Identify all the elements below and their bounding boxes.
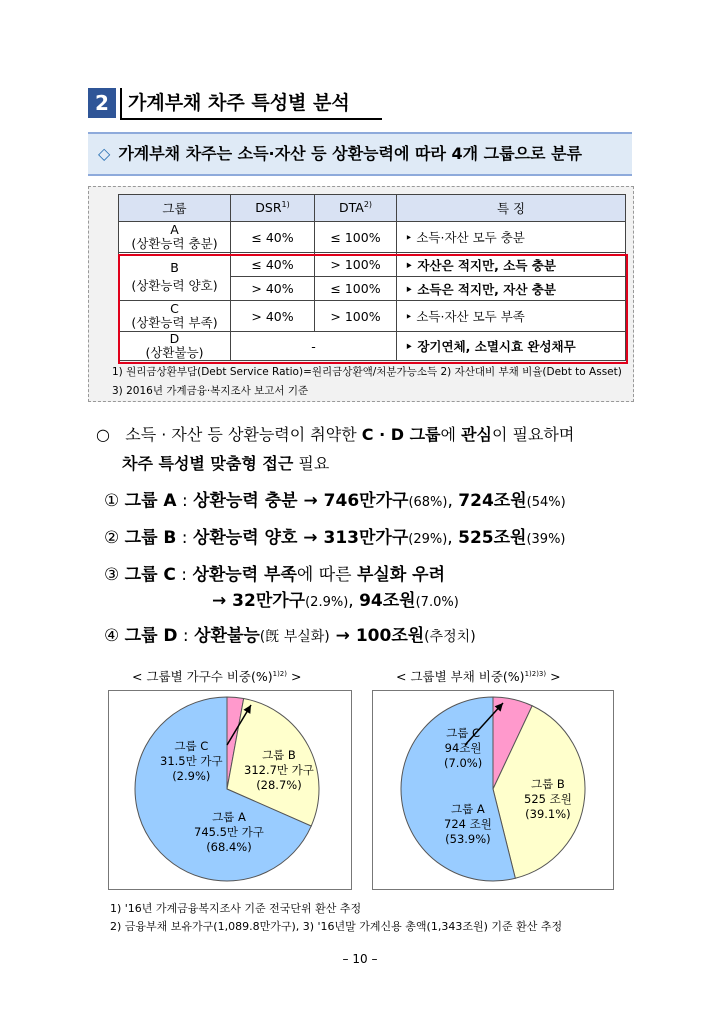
households-chart xyxy=(108,690,352,890)
text: 관심 xyxy=(461,425,492,444)
text: 이 필요하며 xyxy=(491,425,575,444)
page-number: – 10 – xyxy=(342,952,378,966)
section-title: 가계부채 차주 특성별 분석 xyxy=(128,92,350,114)
dta-cell: ≤ 100% xyxy=(315,222,397,253)
debt-label-c: 그룹 C 94조원 (7.0%) xyxy=(444,726,483,770)
dta-cell: > 100% xyxy=(315,253,397,277)
body-line-2 xyxy=(122,453,329,475)
households-chart-title: < 그룹별 가구수 비중(%)$^{1)2)}$ > xyxy=(132,669,302,684)
header-dta: DTA$^{2)}$ xyxy=(315,195,397,222)
feature-cell: ‣ 소득은 적지만, 자산 충분 xyxy=(397,277,626,301)
group-cell: A (상환능력 충분) xyxy=(119,222,231,253)
bottom-footnote-2: 2) 금융부채 보유가구(1,089.8만가구), 3) '16년말 가계신용 총액(1,343조원) 기준 환산 추정 xyxy=(110,920,563,933)
feature-cell: ‣ 자산은 적지만, 소득 충분 xyxy=(397,253,626,277)
households-label-c: 그룹 C 31.5만 가구 (2.9%) xyxy=(160,739,223,783)
debt-pie xyxy=(373,691,613,889)
table-footnote-1: 1) 원리금상환부담(Debt Service Ratio)=원리금상환액/처분가능소득 2) 자산대비 부채 비율(Debt to Asset) xyxy=(112,366,622,378)
header-feature: 특 징 xyxy=(397,195,626,222)
diamond-icon: ◇ xyxy=(98,144,111,163)
dta-cell: > 100% xyxy=(315,301,397,332)
text: 소득 · 자산 등 상환능력이 취약한 xyxy=(125,425,362,444)
dsr-cell: > 40% xyxy=(231,301,315,332)
dsr-cell: > 40% xyxy=(231,277,315,301)
dsr-cell: ≤ 40% xyxy=(231,222,315,253)
header-group: 그룹 xyxy=(119,195,231,222)
section-number: 2 xyxy=(88,88,116,118)
list-item: ② 그룹 B : 상환능력 양호 → 313만가구(29%), 525조원(39%) xyxy=(104,528,566,548)
group-cell: C (상환능력 부족) xyxy=(119,301,231,332)
text: 차주 특성별 맞춤형 접근 xyxy=(122,454,294,473)
dsr-cell: ≤ 40% xyxy=(231,253,315,277)
dta-cell: ≤ 100% xyxy=(315,277,397,301)
debt-chart xyxy=(372,690,614,890)
header-dsr: DSR$^{1)}$ xyxy=(231,195,315,222)
table-footnote-2: 3) 2016년 가계금융·복지조사 보고서 기준 xyxy=(112,385,309,397)
group-cell: B (상환능력 양호) xyxy=(119,253,231,301)
section-underline xyxy=(120,118,382,120)
households-label-b: 그룹 B 312.7만 가구 (28.7%) xyxy=(244,748,314,792)
section-divider xyxy=(120,88,122,118)
debt-label-b: 그룹 B 525 조원 (39.1%) xyxy=(524,777,572,821)
debt-chart-title: < 그룹별 부채 비중(%)$^{1)2)3)}$ > xyxy=(396,669,561,684)
table-row xyxy=(119,222,626,253)
text: C · D 그룹 xyxy=(361,425,441,444)
text: 에 xyxy=(440,425,462,444)
feature-cell: ‣ 장기연체, 소멸시효 완성채무 xyxy=(397,332,626,361)
feature-cell: ‣ 소득·자산 모두 충분 xyxy=(397,222,626,253)
text: 필요 xyxy=(293,454,330,473)
highlight-box xyxy=(118,254,628,364)
list-item: ③ 그룹 C : 상환능력 부족에 따른 부실화 우려 xyxy=(104,565,446,585)
dsr-dta-cell: - xyxy=(231,332,397,361)
group-cell: D (상환불능) xyxy=(119,332,231,361)
debt-label-a: 그룹 A 724 조원 (53.9%) xyxy=(444,802,492,846)
summary-bar xyxy=(88,132,632,176)
bullet-icon: ○ xyxy=(96,425,110,444)
list-item: ④ 그룹 D : 상환불능(旣 부실화) → 100조원(추정치) xyxy=(104,626,476,646)
feature-cell: ‣ 소득·자산 모두 부족 xyxy=(397,301,626,332)
list-item-continuation: → 32만가구(2.9%), 94조원(7.0%) xyxy=(212,591,459,611)
households-label-a: 그룹 A 745.5만 가구 (68.4%) xyxy=(194,810,264,854)
summary-text: 가계부채 차주는 소득·자산 등 상환능력에 따라 4개 그룹으로 분류 xyxy=(118,144,582,163)
bottom-footnote-1: 1) '16년 가계금융복지조사 기준 전국단위 환산 추정 xyxy=(110,902,362,915)
list-item: ① 그룹 A : 상환능력 충분 → 746만가구(68%), 724조원(54%) xyxy=(104,491,566,511)
households-pie xyxy=(109,691,351,889)
body-line-1 xyxy=(96,424,574,446)
table-header-row xyxy=(119,195,626,222)
